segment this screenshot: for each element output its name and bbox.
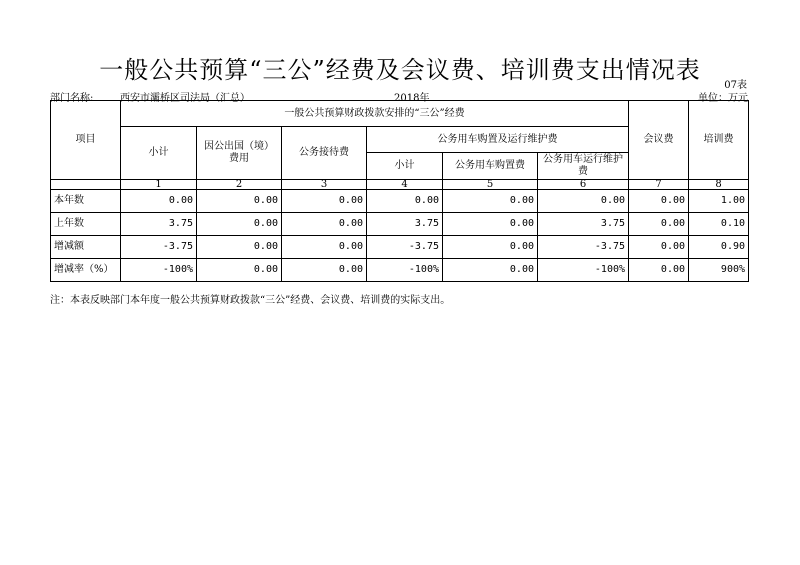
column-index-row: [51, 180, 749, 190]
header-vehicle-group: 公务用车购置及运行维护费: [367, 127, 629, 153]
cell: 0.00: [443, 190, 538, 213]
cell: 0.00: [629, 213, 689, 236]
cell: 0.00: [443, 236, 538, 259]
cell: 0.00: [282, 190, 367, 213]
cell: 0.00: [282, 236, 367, 259]
table-row: [51, 236, 749, 259]
report-year: 2018年: [394, 93, 430, 104]
header-meeting: 会议费: [629, 101, 689, 180]
cell: 0.00: [197, 236, 282, 259]
cell: -100%: [538, 259, 629, 282]
cell: 0.90: [689, 236, 749, 259]
table-code: 07表: [724, 80, 747, 91]
col-index: 8: [689, 180, 749, 190]
cell: 1.00: [689, 190, 749, 213]
cell: 0.00: [538, 190, 629, 213]
dept-name: 西安市灞桥区司法局（汇总）: [120, 93, 250, 104]
row-label: 本年数: [51, 190, 121, 213]
footnote: 注：本表反映部门本年度一般公共预算财政拨款“三公”经费、会议费、培训费的实际支出。: [50, 295, 451, 306]
cell: 0.00: [443, 259, 538, 282]
cell: 0.00: [443, 213, 538, 236]
header-group: 一般公共预算财政拨款安排的“三公”经费: [121, 101, 629, 127]
cell: 3.75: [367, 213, 443, 236]
cell: 0.00: [282, 213, 367, 236]
cell: -100%: [121, 259, 197, 282]
col-index: 6: [538, 180, 629, 190]
page-title: 一般公共预算“三公”经费及会议费、培训费支出情况表: [99, 56, 701, 84]
cell: -3.75: [367, 236, 443, 259]
cell: 0.00: [121, 190, 197, 213]
header-vehicle-purchase: 公务用车购置费: [443, 153, 538, 180]
cell: 0.00: [282, 259, 367, 282]
col-index: 4: [367, 180, 443, 190]
col-index: 1: [121, 180, 197, 190]
header-subtotal: 小计: [121, 127, 197, 180]
cell: 900%: [689, 259, 749, 282]
row-label: 增减率（%）: [51, 259, 121, 282]
header-vehicle-subtotal: 小计: [367, 153, 443, 180]
table-row: [51, 190, 749, 213]
cell: 0.00: [197, 213, 282, 236]
row-label: 增减额: [51, 236, 121, 259]
col-index: 2: [197, 180, 282, 190]
cell: 3.75: [121, 213, 197, 236]
cell: 0.00: [629, 190, 689, 213]
row-label: 上年数: [51, 213, 121, 236]
header-abroad: 因公出国（境）费用: [197, 127, 282, 180]
cell: 0.00: [367, 190, 443, 213]
cell: 0.10: [689, 213, 749, 236]
col-index: 5: [443, 180, 538, 190]
table-row: [51, 213, 749, 236]
col-index: 7: [629, 180, 689, 190]
cell: 0.00: [629, 259, 689, 282]
header-vehicle-operation: 公务用车运行维护费: [538, 153, 629, 180]
cell: -100%: [367, 259, 443, 282]
col-index: 3: [282, 180, 367, 190]
unit-label: 单位：万元: [698, 93, 748, 104]
table-row: [51, 259, 749, 282]
header-reception: 公务接待费: [282, 127, 367, 180]
header-training: 培训费: [689, 101, 749, 180]
cell: 3.75: [538, 213, 629, 236]
cell: -3.75: [121, 236, 197, 259]
cell: 0.00: [197, 259, 282, 282]
dept-label: 部门名称:: [50, 93, 94, 104]
cell: 0.00: [629, 236, 689, 259]
cell: 0.00: [197, 190, 282, 213]
header-item: 项目: [51, 101, 121, 180]
cell: -3.75: [538, 236, 629, 259]
expense-table: [50, 100, 749, 282]
